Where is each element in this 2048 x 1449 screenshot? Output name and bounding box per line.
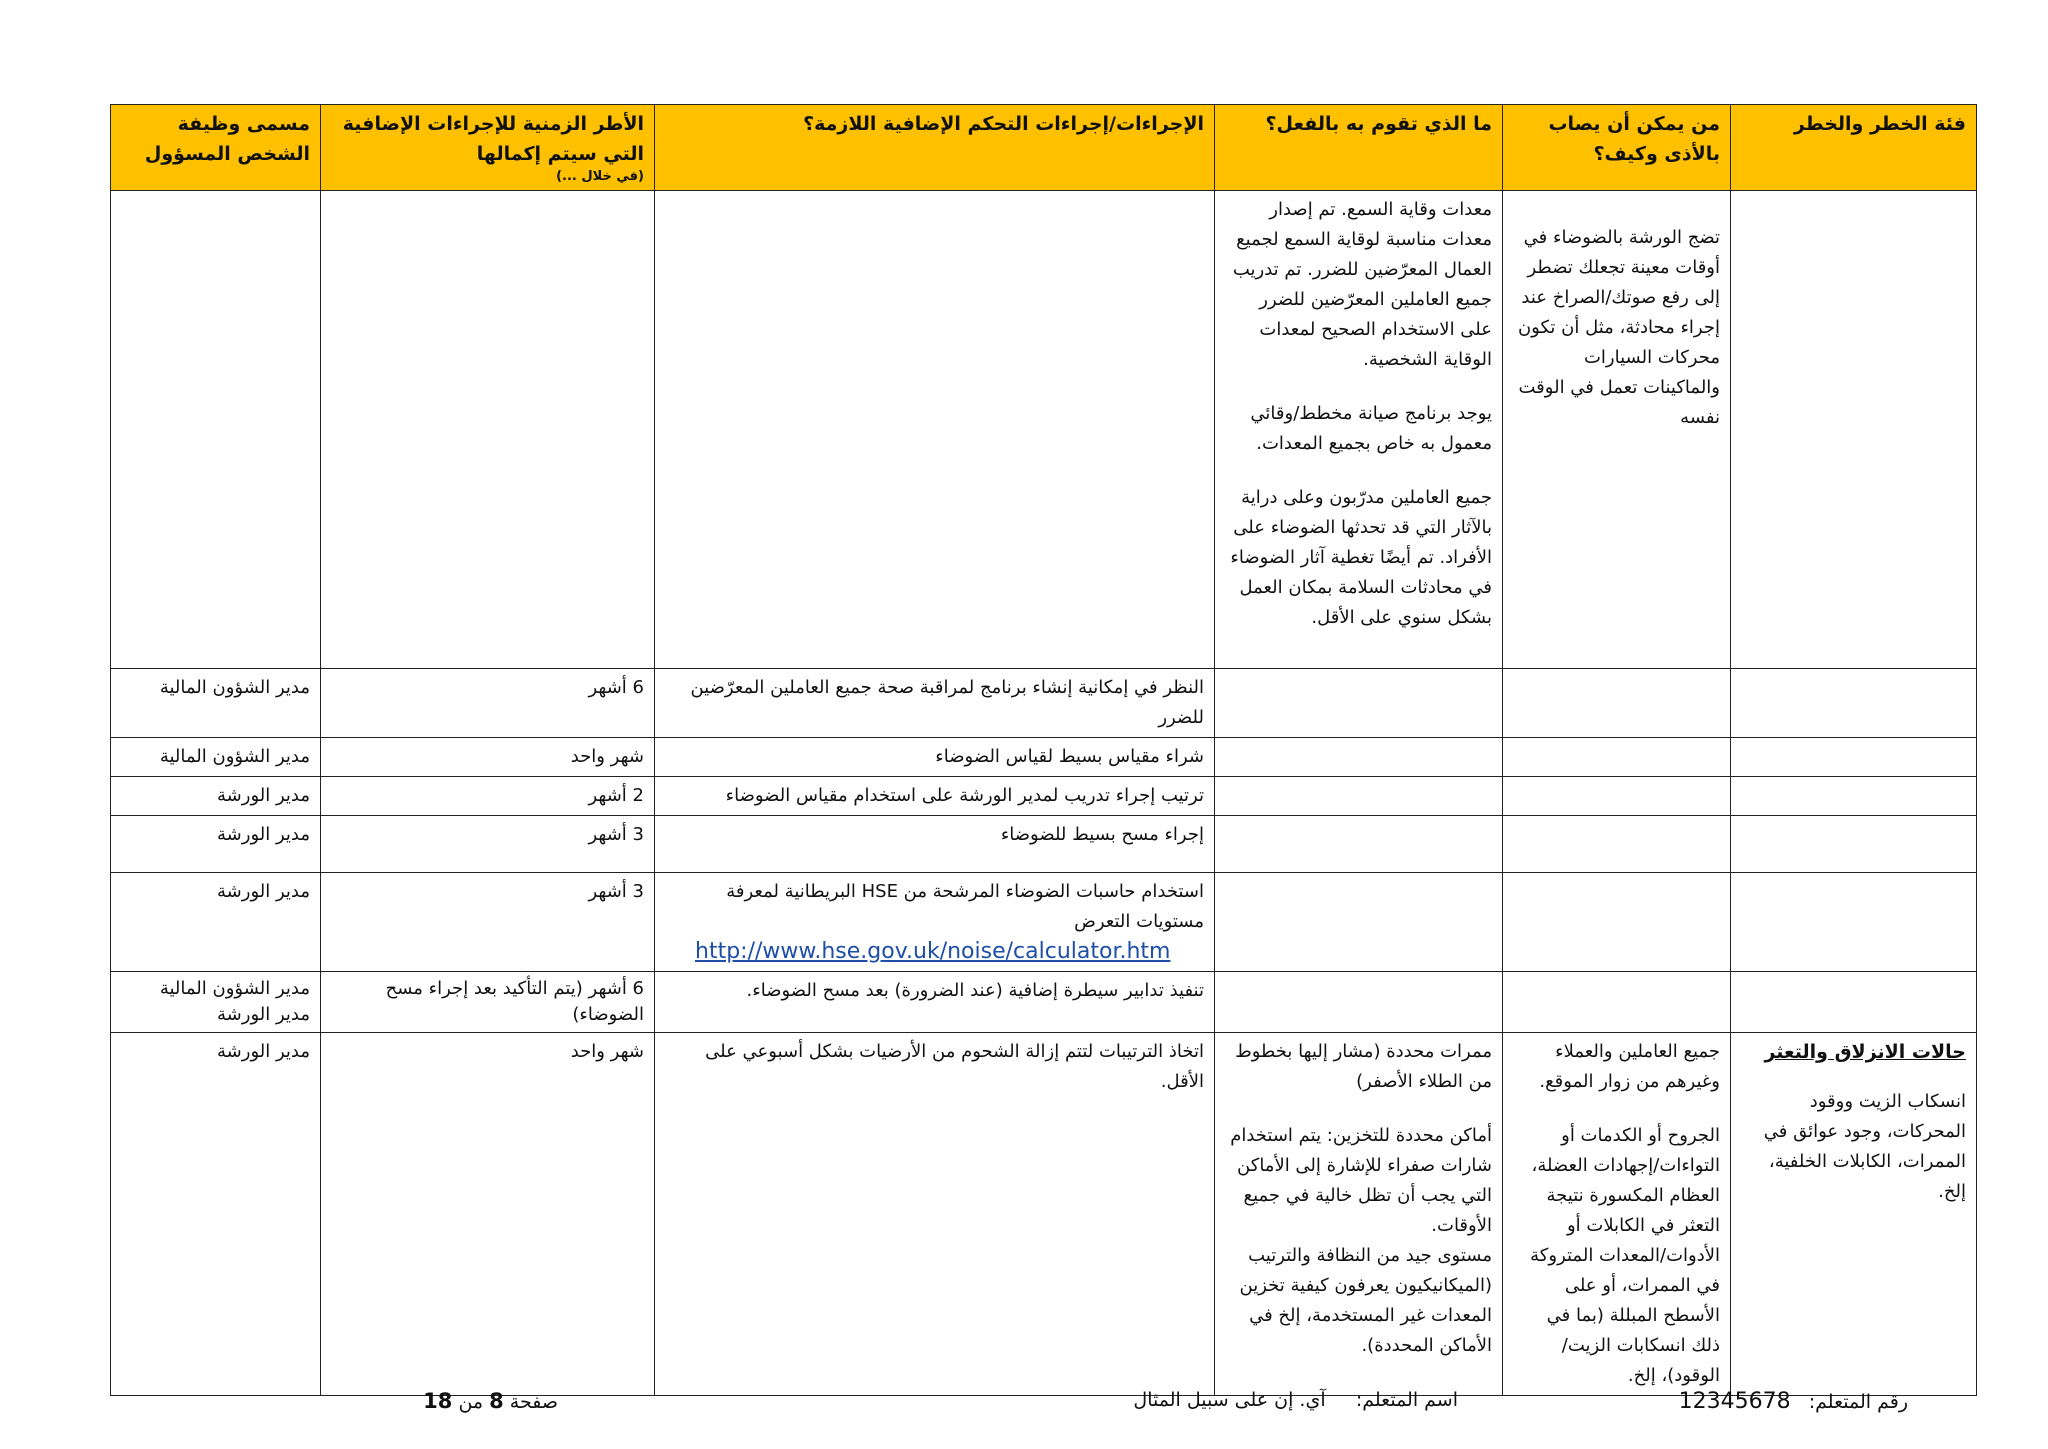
responsible-text: مدير الورشة xyxy=(111,1033,321,1396)
page-current: 8 xyxy=(489,1389,504,1413)
action-text: ترتيب إجراء تدريب لمدير الورشة على استخدام مقياس الضوضاء xyxy=(655,777,1215,816)
timeframe-text: 3 أشهر xyxy=(321,816,655,873)
cell-timeframe-noise xyxy=(321,191,655,669)
footer-learner-name xyxy=(1133,1389,1458,1411)
timeframe-text: 3 أشهر xyxy=(321,873,655,972)
timeframe-text: 2 أشهر xyxy=(321,777,655,816)
learner-number-label: رقم المتعلم: xyxy=(1808,1391,1908,1413)
header-timeframe-sub: (في خلال ...) xyxy=(556,169,644,184)
table-header-row xyxy=(111,105,1977,191)
cell-doing-noise xyxy=(1215,191,1503,669)
header-timeframe xyxy=(321,105,655,191)
responsible-text: مدير الورشة xyxy=(111,816,321,873)
cell-who-slips xyxy=(1503,1033,1731,1396)
risk-assessment-table xyxy=(110,104,1977,1396)
doing-slips-1: ممرات محددة (مشار إليها بخطوط من الطلاء الأصفر) xyxy=(1235,1041,1492,1092)
who-slips-1: جميع العاملين والعملاء وغيرهم من زوار الموقع. xyxy=(1539,1041,1720,1092)
action-text: إجراء مسح بسيط للضوضاء xyxy=(655,816,1215,873)
cell-responsible-noise xyxy=(111,191,321,669)
responsible-text: مدير الورشة xyxy=(111,777,321,816)
timeframe-text: شهر واحد xyxy=(321,738,655,777)
hse-noise-calculator-link[interactable]: http://www.hse.gov.uk/noise/calculator.htm xyxy=(695,939,1171,964)
footer-learner-number xyxy=(1679,1389,1908,1414)
header-actions: الإجراءات/إجراءات التحكم الإضافية اللازمة؟ xyxy=(655,105,1215,191)
learner-name: آي. إن على سبيل المثال xyxy=(1133,1389,1326,1411)
header-who: من يمكن أن يصاب بالأذى وكيف؟ xyxy=(1503,105,1731,191)
who-slips-2: الجروح أو الكدمات أو التواءات/إجهادات العضلة، العظام المكسورة نتيجة التعثر في الكابلات أو الأدوات/المعدات المتروكة في الممرات، أو على الأسطح المبللة (بما في ذلك انسكابات الزيت/الوقود)، إلخ. xyxy=(1530,1125,1720,1386)
action-cell-with-link xyxy=(655,873,1215,972)
cell-hazard-noise xyxy=(1731,191,1977,669)
timeframe-text: 6 أشهر xyxy=(321,669,655,738)
cell-actions-noise xyxy=(655,191,1215,669)
learner-name-label: اسم المتعلم: xyxy=(1355,1389,1458,1411)
page-total: 18 xyxy=(423,1389,453,1413)
table-row xyxy=(111,972,1977,1033)
doing-slips-3: مستوى جيد من النظافة والترتيب (الميكانيكيون يعرفون كيفية تخزين المعدات غير المستخدمة، إلخ في الأماكن المحددة). xyxy=(1239,1245,1492,1356)
header-hazard: فئة الخطر والخطر xyxy=(1731,105,1977,191)
cell-hazard-slips xyxy=(1731,1033,1977,1396)
responsible-text: مدير الورشة xyxy=(111,873,321,972)
table-row xyxy=(111,816,1977,873)
table-row-noise-controls xyxy=(111,191,1977,669)
hazard-desc: انسكاب الزيت ووقود المحركات، وجود عوائق في الممرات، الكابلات الخلفية، إلخ. xyxy=(1763,1091,1966,1202)
hazard-title: حالات الانزلاق والتعثر xyxy=(1764,1041,1966,1063)
timeframe-text: شهر واحد xyxy=(321,1033,655,1396)
responsible-text: مدير الشؤون المالية مدير الورشة xyxy=(111,972,321,1033)
who-noise-text: تضج الورشة بالضوضاء في أوقات معينة تجعلك تضطر إلى رفع صوتك/الصراخ عند إجراء محادثة، مثل أن تكون محركات السيارات والماكينات تعمل في الوقت نفسه xyxy=(1517,227,1720,428)
table-row xyxy=(111,669,1977,738)
doing-slips-2: أماكن محددة للتخزين: يتم استخدام شارات صفراء للإشارة إلى الأماكن التي يجب أن تظل خالية في جميع الأوقات. xyxy=(1230,1125,1492,1236)
table-row xyxy=(111,873,1977,972)
table-row xyxy=(111,738,1977,777)
cell-who-noise xyxy=(1503,191,1731,669)
doing-noise-2: يوجد برنامج صيانة مخطط/وقائي معمول به خاص بجميع المعدات. xyxy=(1250,403,1492,454)
cell-doing-slips xyxy=(1215,1033,1503,1396)
header-timeframe-main: الأطر الزمنية للإجراءات الإضافية التي سيتم إكمالها xyxy=(342,113,644,165)
table-row-slips-trips xyxy=(111,1033,1977,1396)
action-text: شراء مقياس بسيط لقياس الضوضاء xyxy=(655,738,1215,777)
table-row xyxy=(111,777,1977,816)
responsible-text: مدير الشؤون المالية xyxy=(111,669,321,738)
doing-noise-3: جميع العاملين مدرّبون وعلى دراية بالآثار التي قد تحدثها الضوضاء على الأفراد. تم أيضًا تغطية آثار الضوضاء في محادثات السلامة بمكان العمل بشكل سنوي على الأقل. xyxy=(1230,487,1492,628)
action-text: استخدام حاسبات الضوضاء المرشحة من HSE البريطانية لمعرفة مستويات التعرض xyxy=(726,881,1204,932)
page-word: صفحة xyxy=(509,1391,558,1413)
footer-page-number xyxy=(423,1389,558,1413)
header-responsible: مسمى وظيفة الشخص المسؤول xyxy=(111,105,321,191)
page-of: من xyxy=(458,1391,484,1413)
header-doing: ما الذي تقوم به بالفعل؟ xyxy=(1215,105,1503,191)
action-text: اتخاذ الترتيبات لتتم إزالة الشحوم من الأرضيات بشكل أسبوعي على الأقل. xyxy=(655,1033,1215,1396)
responsible-text: مدير الشؤون المالية xyxy=(111,738,321,777)
action-text: تنفيذ تدابير سيطرة إضافية (عند الضرورة) بعد مسح الضوضاء. xyxy=(655,972,1215,1033)
doing-noise-1: معدات وقاية السمع. تم إصدار معدات مناسبة لوقاية السمع لجميع العمال المعرّضين للضرر. تم تدريب جميع العاملين المعرّضين للضرر على الاستخدام الصحيح لمعدات الوقاية الشخصية. xyxy=(1232,199,1492,370)
action-text: النظر في إمكانية إنشاء برنامج لمراقبة صحة جميع العاملين المعرّضين للضرر xyxy=(655,669,1215,738)
learner-number: 12345678 xyxy=(1678,1389,1791,1414)
timeframe-text: 6 أشهر (يتم التأكيد بعد إجراء مسح الضوضاء) xyxy=(321,972,655,1033)
